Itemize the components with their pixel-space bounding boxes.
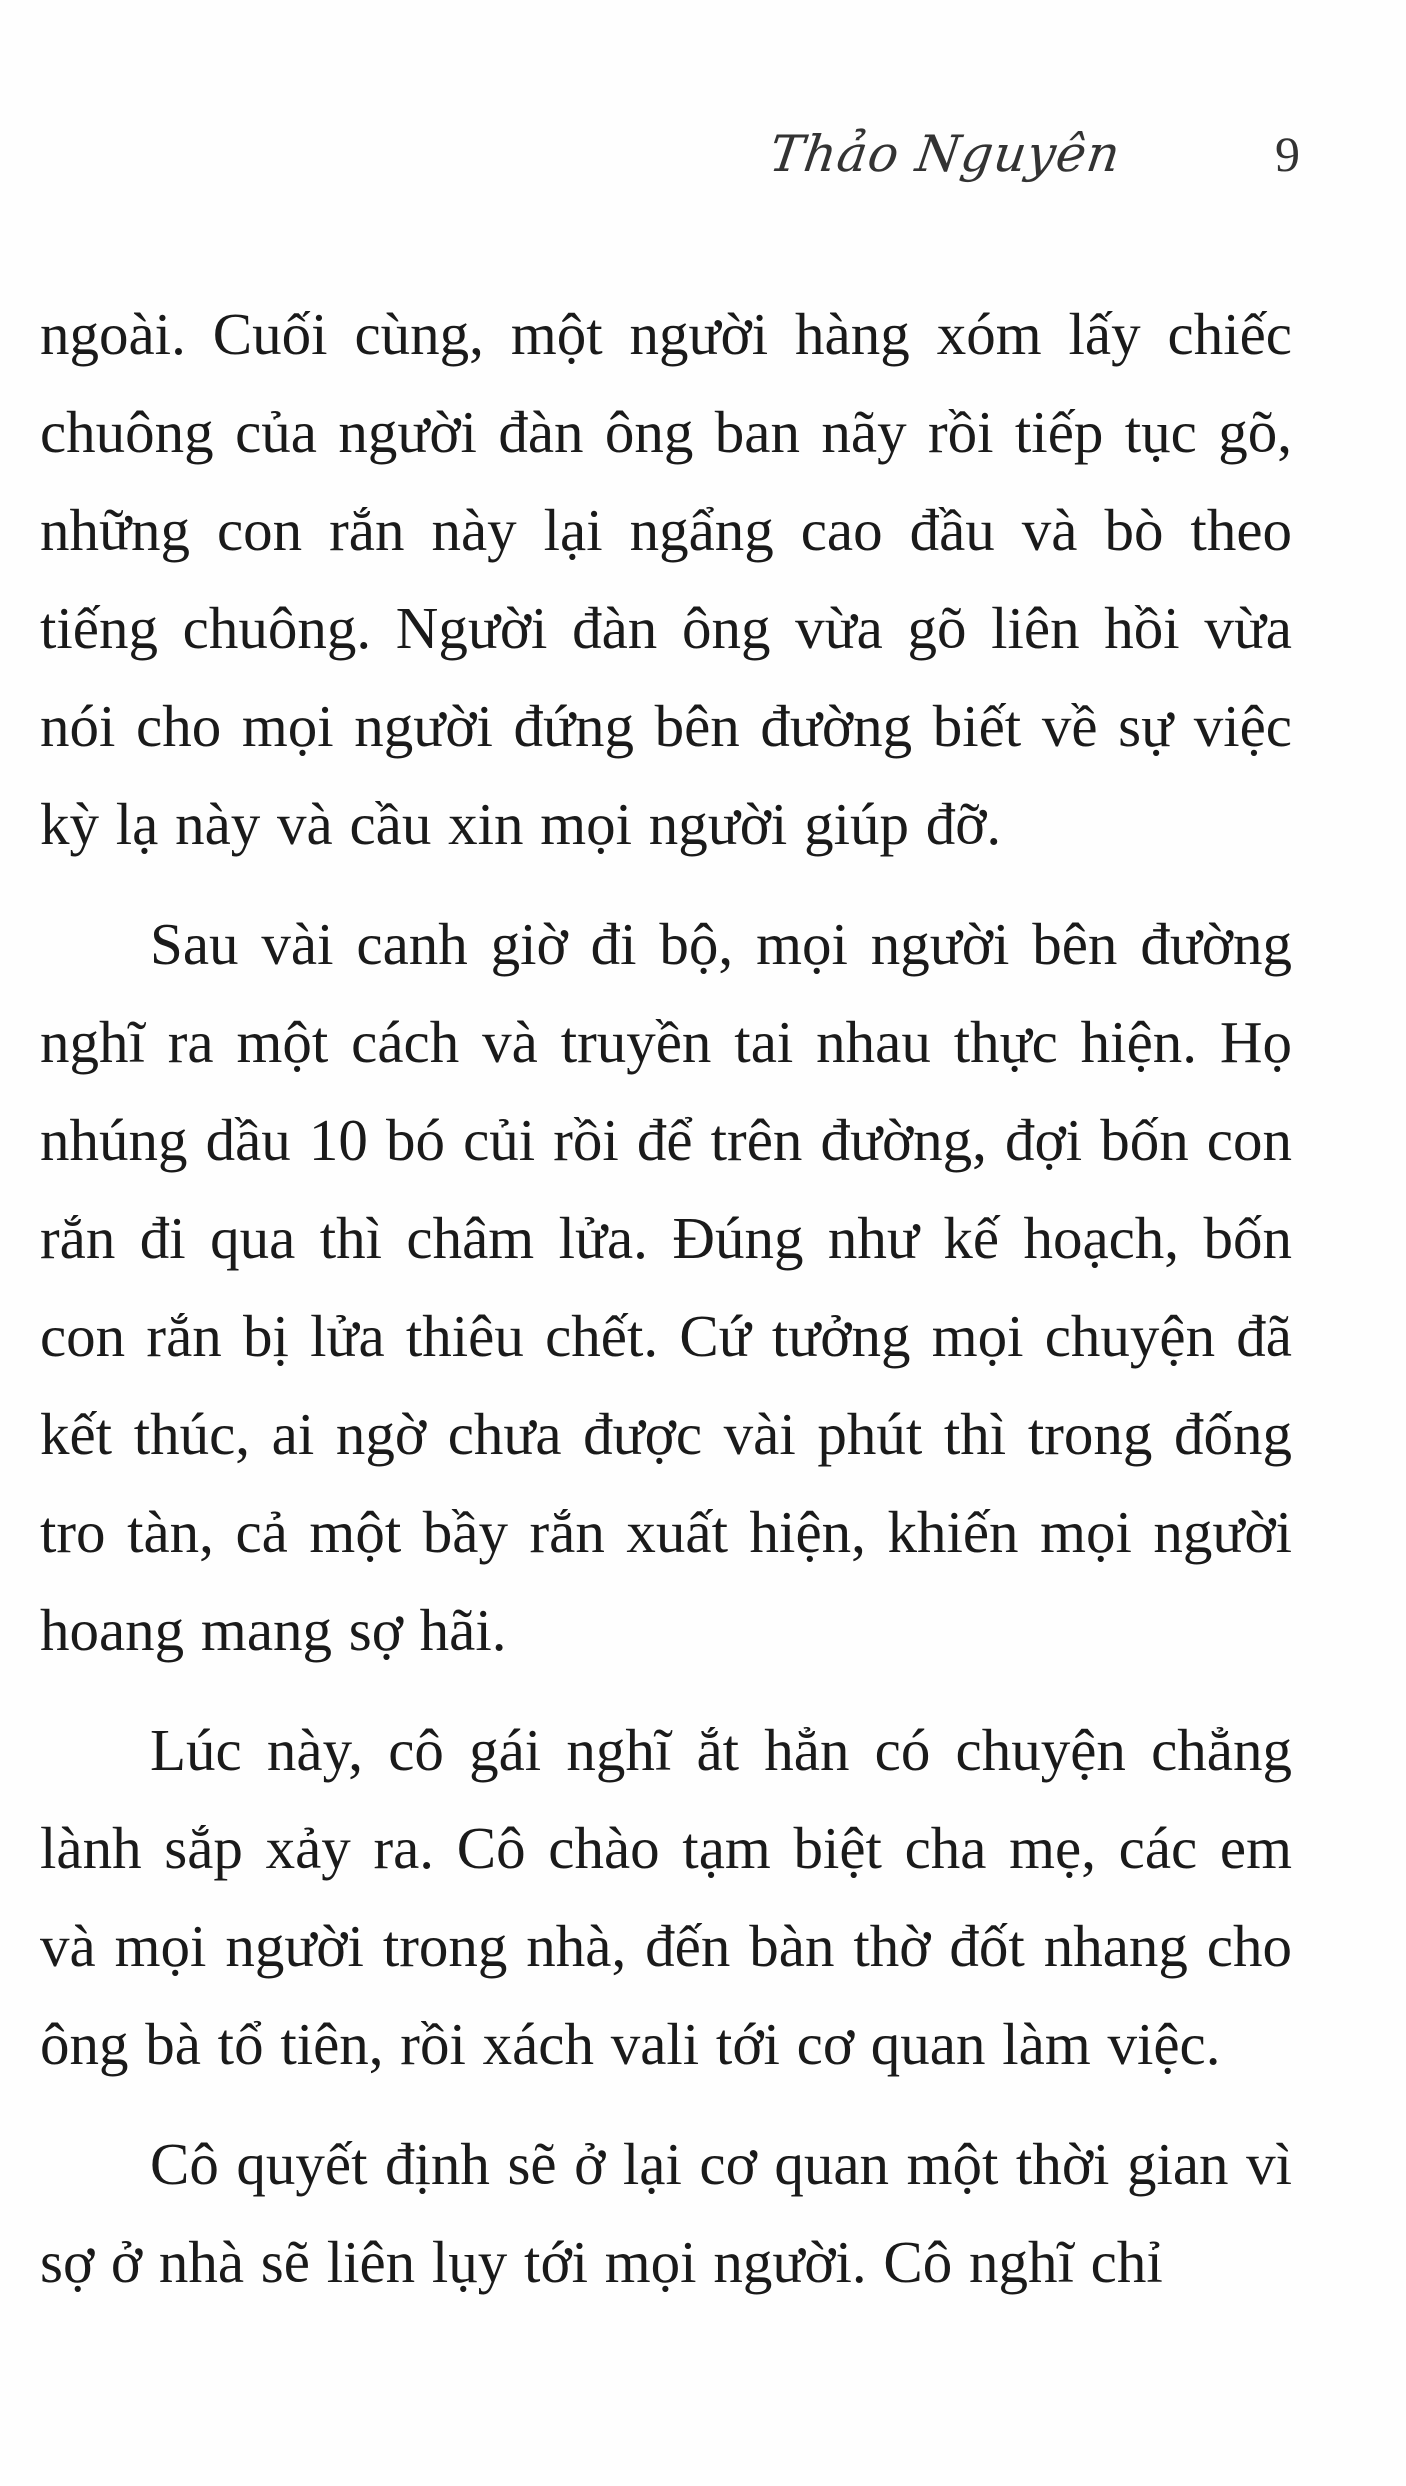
paragraph-1: ngoài. Cuối cùng, một người hàng xóm lấy chiếc chuông của người đàn ông ban nãy rồi tiếp tục gõ, những con rắn này lại ngẩng cao đầu và bò theo tiếng chuông. Người đàn ông vừa gõ liên hồi vừa nói cho mọi người đứng bên đường biết về sự việc kỳ lạ này và cầu xin mọi người giúp đỡ. [40,301,1292,857]
paragraph-3: Lúc này, cô gái nghĩ ắt hẳn có chuyện chẳng lành sắp xảy ra. Cô chào tạm biệt cha mẹ, các em và mọi người trong nhà, đến bàn thờ đốt nhang cho ông bà tổ tiên, rồi xách vali tới cơ quan làm việc. [40,1717,1292,2077]
paragraph-2: Sau vài canh giờ đi bộ, mọi người bên đường nghĩ ra một cách và truyền tai nhau thực hiện. Họ nhúng dầu 10 bó củi rồi để trên đường, đợi bốn con rắn đi qua thì châm lửa. Đúng như kế hoạch, bốn con rắn bị lửa thiêu chết. Cứ tưởng mọi chuyện đã kết thúc, ai ngờ chưa được vài phút thì trong đống tro tàn, cả một bầy rắn xuất hiện, khiến mọi người hoang mang sợ hãi. [40,911,1292,1663]
running-header [765,115,1300,195]
paragraph-4: Cô quyết định sẽ ở lại cơ quan một thời gian vì sợ ở nhà sẽ liên lụy tới mọi người. Cô nghĩ chỉ [40,2131,1292,2295]
header-author-name: Thảo Nguyên [765,125,1125,183]
page-number: 9 [1275,126,1300,182]
body-text [40,285,1292,2311]
